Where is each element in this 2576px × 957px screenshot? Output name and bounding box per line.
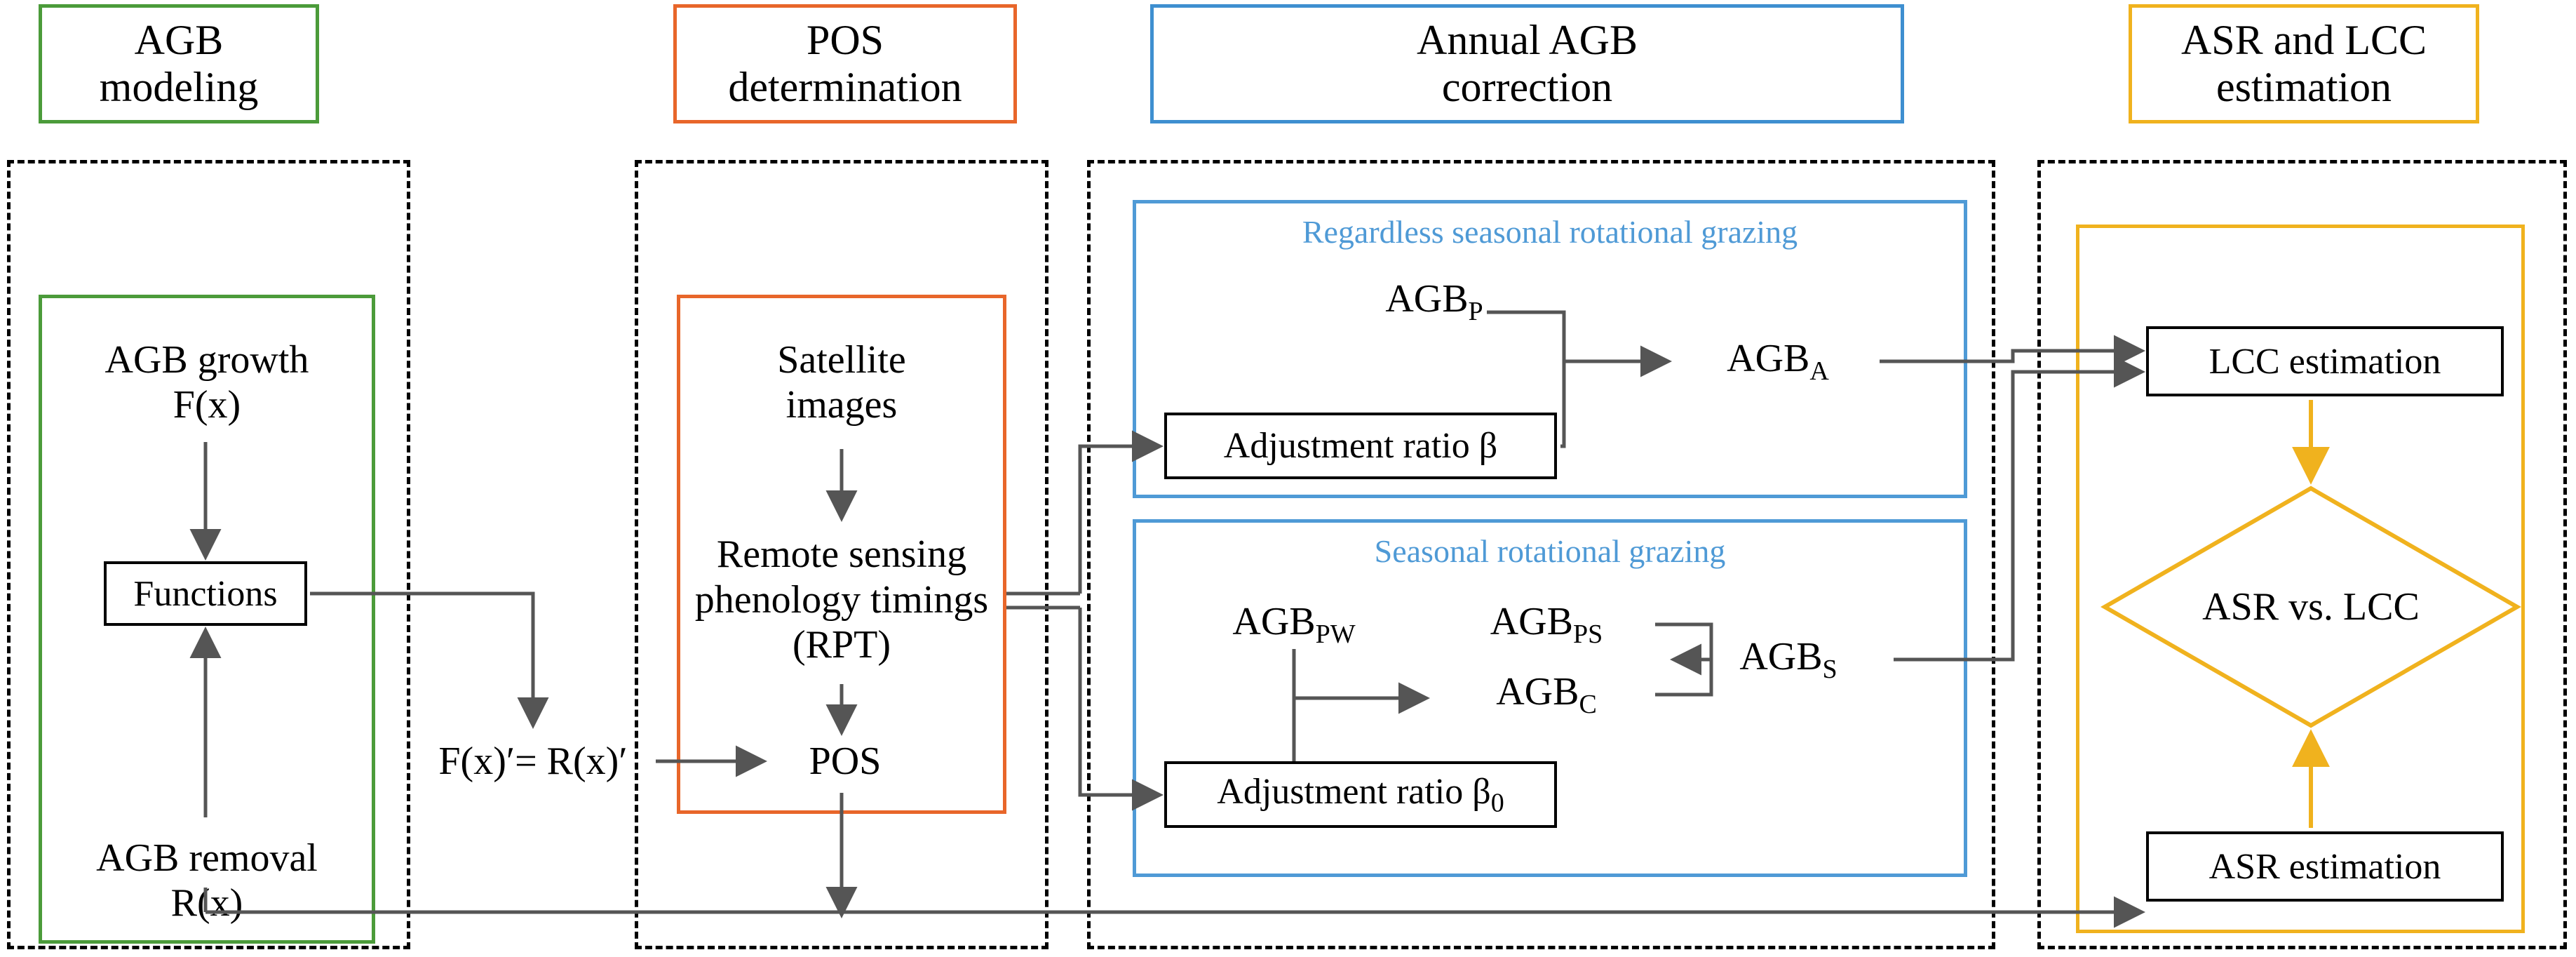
label-fx-equals-rx <box>414 737 652 786</box>
label-pos-text: POS <box>809 739 882 783</box>
panel-top-label <box>1150 210 1950 253</box>
label-agb-pw-sub: PW <box>1315 619 1356 649</box>
label-satellite-images-line1: Satellite <box>777 337 906 382</box>
label-satellite-images-line2: images <box>785 383 898 427</box>
stage-header-agb-modeling-line1: AGB <box>134 16 224 63</box>
box-adjustment-ratio-beta0-label <box>1217 771 1504 818</box>
label-agb-p-sub: P <box>1468 296 1483 326</box>
label-agb-a-sub: A <box>1809 356 1829 386</box>
stage-header-annual-line1: Annual AGB <box>1417 16 1638 63</box>
label-rpt-line1: Remote sensing <box>716 533 967 577</box>
stage-header-asr-lcc-line1: ASR and LCC <box>2180 16 2427 63</box>
label-agb-ps-text <box>1490 599 1603 650</box>
label-agb-p-base: AGB <box>1385 276 1469 321</box>
label-rpt-line3: (RPT) <box>792 623 891 667</box>
label-rpt <box>677 523 1006 677</box>
label-agb-a-text <box>1727 336 1829 387</box>
label-agb-c-sub: C <box>1579 689 1597 719</box>
box-adjustment-ratio-beta0-base: Adjustment ratio β <box>1217 771 1491 812</box>
label-agb-p-text <box>1385 276 1483 328</box>
label-agb-c-base: AGB <box>1496 669 1579 714</box>
stage-header-pos-determination <box>673 4 1017 123</box>
stage-header-asr-lcc-estimation <box>2129 4 2479 123</box>
panel-bottom-label <box>1150 530 1950 572</box>
stage-header-annual-agb-correction <box>1150 4 1904 123</box>
label-pos <box>764 733 926 789</box>
label-agb-p <box>1333 277 1536 326</box>
label-agb-removal-line2: R(x) <box>170 881 243 925</box>
stage-header-pos-line2: determination <box>728 64 962 110</box>
label-satellite-images <box>691 330 992 435</box>
box-adjustment-ratio-beta-label: Adjustment ratio β <box>1223 426 1498 466</box>
box-lcc-estimation-label: LCC estimation <box>2209 341 2441 382</box>
label-agb-pw-base: AGB <box>1232 599 1316 643</box>
box-functions <box>104 561 307 626</box>
label-agb-ps-base: AGB <box>1490 599 1573 643</box>
decision-asr-vs-lcc-label: ASR vs. LCC <box>2202 585 2420 629</box>
label-agb-growth-line1: AGB growth <box>104 337 309 382</box>
box-lcc-estimation <box>2146 326 2504 396</box>
label-agb-s <box>1683 635 1894 684</box>
box-asr-estimation-label: ASR estimation <box>2209 846 2441 887</box>
label-agb-pw <box>1178 600 1410 649</box>
stage-header-asr-lcc-line2: estimation <box>2216 64 2392 110</box>
stage-header-pos-line1: POS <box>806 16 884 63</box>
label-agb-s-text <box>1739 634 1837 685</box>
box-functions-label: Functions <box>133 573 278 614</box>
box-adjustment-ratio-beta <box>1164 413 1557 479</box>
stage-header-agb-modeling <box>39 4 319 123</box>
label-agb-c <box>1434 670 1659 719</box>
label-agb-ps <box>1434 600 1659 649</box>
label-agb-a <box>1676 337 1880 386</box>
label-agb-a-base: AGB <box>1727 336 1810 380</box>
label-agb-ps-sub: PS <box>1572 619 1603 649</box>
panel-bottom-label-text: Seasonal rotational grazing <box>1374 533 1726 569</box>
label-rpt-line2: phenology timings <box>694 577 989 622</box>
box-adjustment-ratio-beta0-sub: 0 <box>1490 788 1504 818</box>
decision-asr-vs-lcc <box>2100 484 2521 730</box>
panel-top-label-text: Regardless seasonal rotational grazing <box>1302 213 1798 250</box>
stage-header-annual-line2: correction <box>1441 64 1613 110</box>
label-agb-pw-text <box>1232 599 1355 650</box>
label-agb-removal-line1: AGB removal <box>96 836 318 880</box>
box-asr-estimation <box>2146 831 2504 902</box>
label-fx-equals-rx-text: F(x)′= R(x)′ <box>438 739 628 783</box>
label-agb-s-base: AGB <box>1739 634 1823 678</box>
label-agb-growth-line2: F(x) <box>173 383 241 427</box>
box-adjustment-ratio-beta0 <box>1164 761 1557 828</box>
label-agb-s-sub: S <box>1822 654 1837 684</box>
label-agb-removal <box>49 828 365 933</box>
label-agb-c-text <box>1496 669 1597 721</box>
label-agb-growth <box>49 330 365 435</box>
stage-header-agb-modeling-line2: modeling <box>99 64 259 110</box>
